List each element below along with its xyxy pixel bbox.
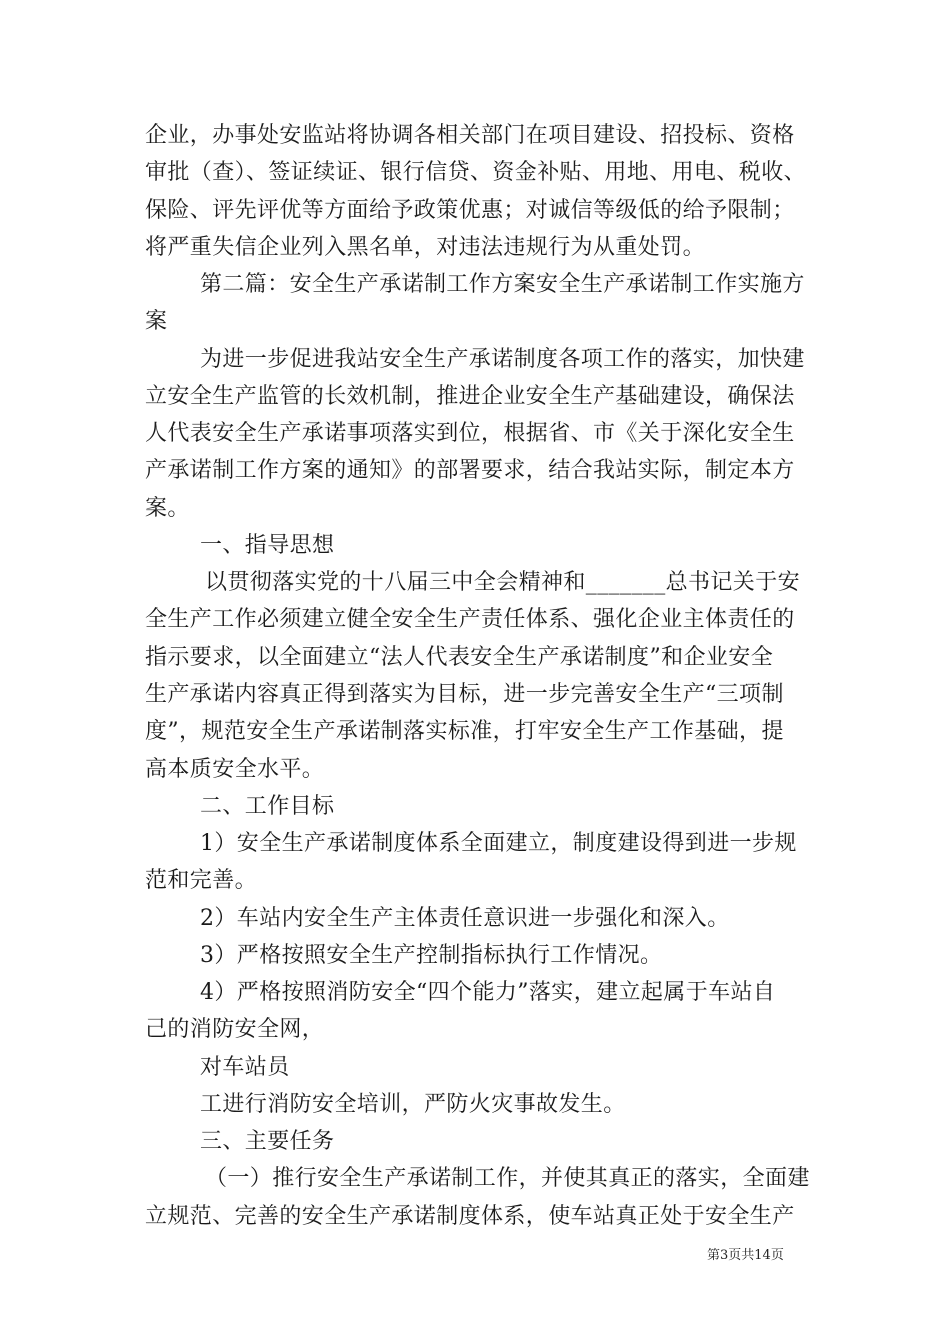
text-line: 审批（查）、签证续证、银行信贷、资金补贴、用地、用电、税收、 [145, 160, 807, 185]
text-line: 范和完善。 [145, 868, 258, 893]
list-item: 3）严格按照安全生产控制指标执行工作情况。 [200, 943, 663, 968]
text-line: （一）推行安全生产承诺制工作，并使其真正的落实，全面建 [205, 1166, 810, 1191]
text-line: 人代表安全生产承诺事项落实到位，根据省、市《关于深化安全生 [145, 421, 795, 446]
list-item: 4）严格按照消防安全“四个能力”落实，建立起属于车站自 [200, 980, 776, 1005]
text-line: 指示要求，以全面建立“法人代表安全生产承诺制度”和企业安全 [145, 645, 774, 670]
text-line: 生产承诺内容真正得到落实为目标，进一步完善安全生产“三项制 [145, 682, 784, 707]
text-line: 保险、评先评优等方面给予政策优惠；对诚信等级低的给予限制； [145, 198, 795, 223]
text-line: 全生产工作必须建立健全安全生产责任体系、强化企业主体责任的 [145, 607, 795, 632]
section-heading-line: 案 [145, 309, 168, 334]
page-number-footer: 第3页共14页 [707, 1248, 784, 1263]
text-line: 工进行消防安全培训，严防火灾事故发生。 [200, 1092, 626, 1117]
text-line: 高本质安全水平。 [145, 757, 325, 782]
text-line: 度”，规范安全生产承诺制落实标准，打牢安全生产工作基础，提 [145, 719, 784, 744]
list-item: 2）车站内安全生产主体责任意识进一步强化和深入。 [200, 906, 730, 931]
text-line: 企业，办事处安监站将协调各相关部门在项目建设、招投标、资格 [145, 123, 795, 148]
text-line: 为进一步促进我站安全生产承诺制度各项工作的落实，加快建 [200, 347, 805, 372]
text-line: 案。 [145, 496, 190, 521]
heading-work-goals: 二、工作目标 [200, 794, 335, 819]
text-line: 将严重失信企业列入黑名单，对违法违规行为从重处罚。 [145, 235, 706, 260]
text-line: 以贯彻落实党的十八届三中全会精神和_______总书记关于安 [205, 570, 801, 595]
heading-guiding-thought: 一、指导思想 [200, 533, 335, 558]
text-line: 产承诺制工作方案的通知》的部署要求，结合我站实际，制定本方 [145, 458, 795, 483]
section-heading-line: 第二篇：安全生产承诺制工作方案安全生产承诺制工作实施方 [200, 272, 805, 297]
list-item: 1）安全生产承诺制度体系全面建立，制度建设得到进一步规 [200, 831, 797, 856]
text-line: 立安全生产监管的长效机制，推进企业安全生产基础建设，确保法 [145, 384, 795, 409]
heading-main-tasks: 三、主要任务 [200, 1129, 335, 1154]
text-line: 己的消防安全网， [145, 1017, 325, 1042]
text-line: 对车站员 [200, 1055, 290, 1080]
text-line: 立规范、完善的安全生产承诺制度体系，使车站真正处于安全生产 [145, 1204, 795, 1229]
